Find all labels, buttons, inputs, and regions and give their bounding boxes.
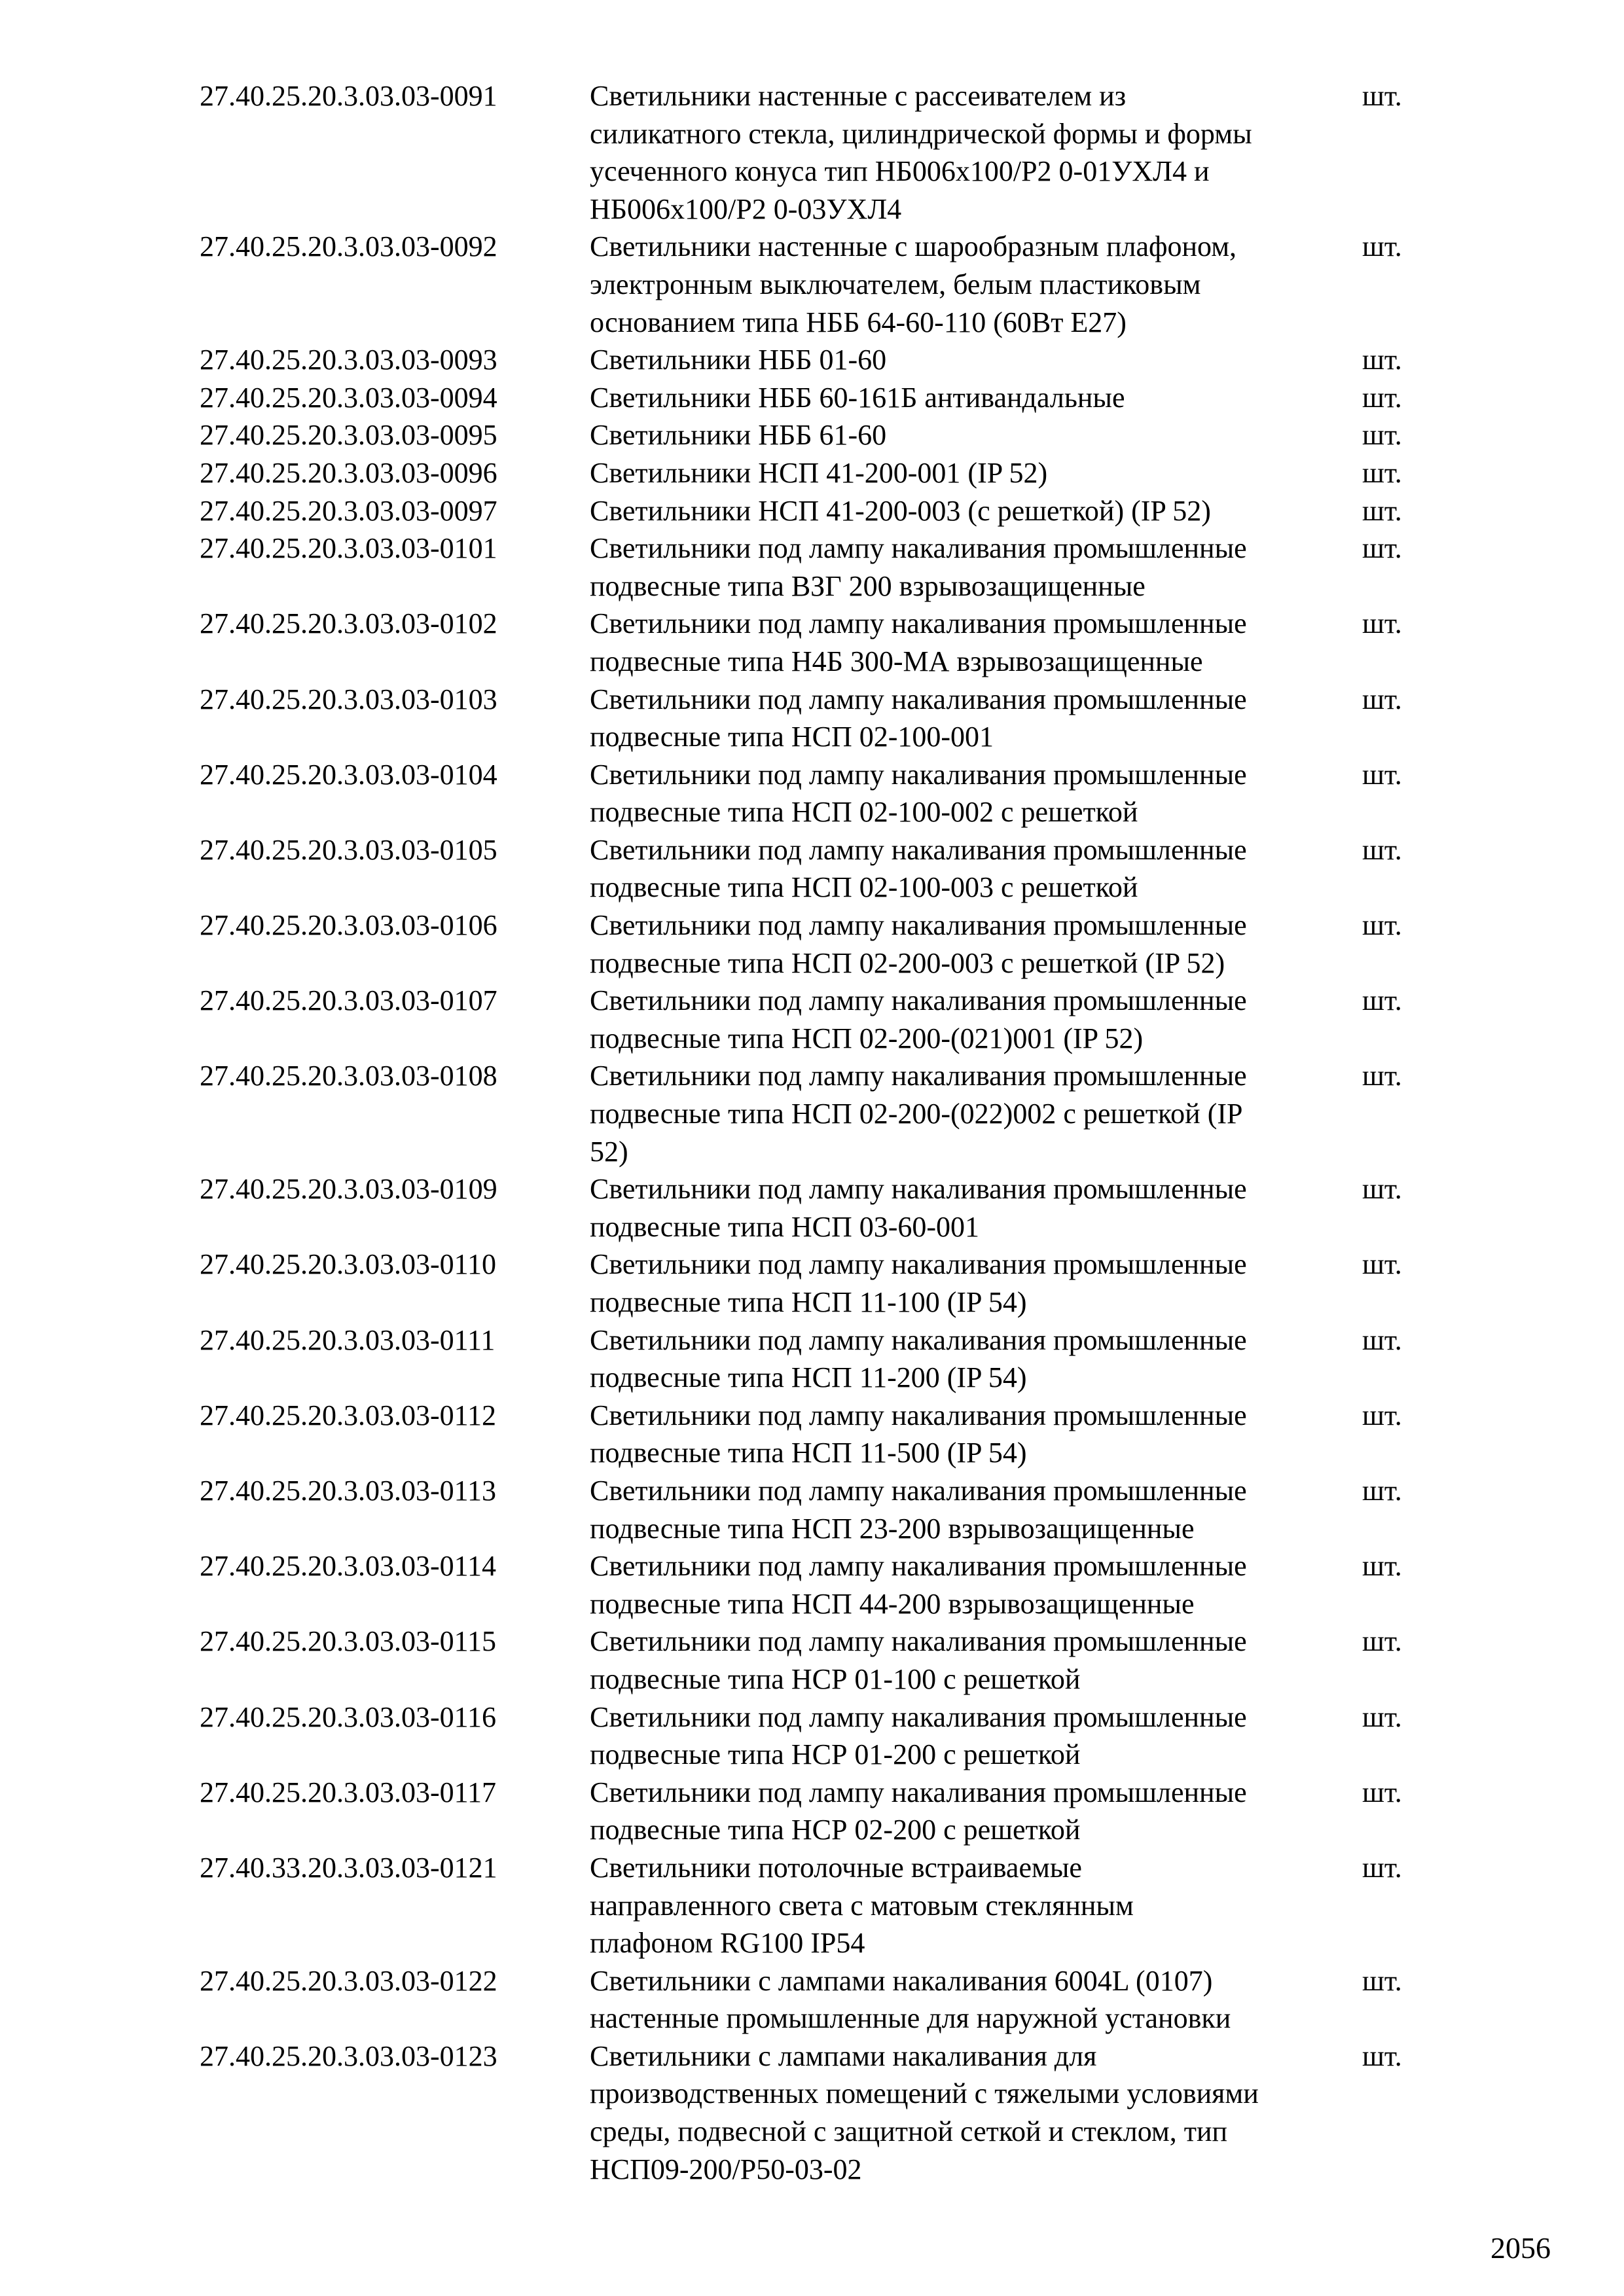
item-code: 27.40.25.20.3.03.03-0117 <box>200 1776 497 1808</box>
item-unit: шт. <box>1362 1399 1402 1431</box>
table-row <box>200 1472 1430 1547</box>
item-unit: шт. <box>1362 381 1402 414</box>
description-line: Светильники под лампу накаливания промышленные <box>590 1323 1247 1356</box>
item-description <box>590 906 1362 982</box>
table-row <box>200 906 1430 982</box>
description-line: Светильники под лампу накаливания промышленные <box>590 1625 1247 1658</box>
description-line: среды, подвесной с защитной сеткой и стеклом, тип <box>590 2115 1228 2148</box>
description-line: Светильники под лампу накаливания промышленные <box>590 1173 1247 1206</box>
page-number: 2056 <box>1490 2231 1551 2265</box>
description-line: Светильники настенные с рассеивателем из <box>590 80 1127 112</box>
item-description <box>590 1547 1362 1623</box>
item-description <box>590 1472 1362 1547</box>
item-code: 27.40.25.20.3.03.03-0097 <box>200 494 497 527</box>
description-line: Светильники под лампу накаливания промышленные <box>590 833 1247 866</box>
description-line: подвесные типа НСП 02-200-003 с решеткой (IP 52) <box>590 946 1225 979</box>
description-line: подвесные типа ВЗГ 200 взрывозащищенные <box>590 569 1146 602</box>
item-code: 27.40.25.20.3.03.03-0096 <box>200 456 497 489</box>
item-code: 27.40.25.20.3.03.03-0112 <box>200 1399 497 1431</box>
description-line: подвесные типа НСР 01-200 с решеткой <box>590 1738 1081 1771</box>
item-unit: шт. <box>1362 419 1402 452</box>
description-line: Светильники НСП 41-200-001 (IP 52) <box>590 456 1048 489</box>
item-description <box>590 529 1362 605</box>
item-code: 27.40.25.20.3.03.03-0110 <box>200 1248 497 1281</box>
item-unit: шт. <box>1362 80 1402 112</box>
item-code: 27.40.25.20.3.03.03-0104 <box>200 758 497 791</box>
description-line: Светильники под лампу накаливания промышленные <box>590 683 1247 715</box>
description-line: усеченного конуса тип НБ006х100/Р2 0-01УХЛ4 и <box>590 155 1210 188</box>
item-unit: шт. <box>1362 1323 1402 1356</box>
item-description <box>590 1321 1362 1397</box>
table-row <box>200 1774 1430 1849</box>
table-row <box>200 681 1430 756</box>
description-line: Светильники НББ 61-60 <box>590 419 887 452</box>
description-line: подвесные типа НСП 02-200-(022)002 с решеткой (IP <box>590 1098 1243 1130</box>
item-code: 27.40.25.20.3.03.03-0114 <box>200 1550 497 1583</box>
table-row <box>200 492 1430 530</box>
item-code: 27.40.25.20.3.03.03-0093 <box>200 344 497 376</box>
item-unit: шт. <box>1362 607 1402 640</box>
table-row <box>200 1246 1430 1321</box>
description-line: Светильники потолочные встраиваемые <box>590 1851 1082 1884</box>
item-code: 27.40.25.20.3.03.03-0116 <box>200 1700 497 1733</box>
item-unit: шт. <box>1362 909 1402 942</box>
description-line: НСП09-200/Р50-03-02 <box>590 2153 862 2185</box>
item-code: 27.40.25.20.3.03.03-0109 <box>200 1173 497 1206</box>
description-line: основанием типа НББ 64-60-110 (60Вт Е27) <box>590 306 1127 338</box>
description-line: направленного света с матовым стеклянным <box>590 1889 1134 1922</box>
description-line: электронным выключателем, белым пластиковым <box>590 268 1201 300</box>
item-unit: шт. <box>1362 758 1402 791</box>
table-row <box>200 341 1430 379</box>
table-row <box>200 77 1430 228</box>
description-line: подвесные типа НСП 02-100-002 с решеткой <box>590 796 1138 829</box>
item-unit: шт. <box>1362 833 1402 866</box>
description-line: подвесные типа НСП 11-200 (IP 54) <box>590 1361 1027 1394</box>
item-description <box>590 1057 1362 1170</box>
table-row <box>200 1321 1430 1397</box>
item-code: 27.40.33.20.3.03.03-0121 <box>200 1851 497 1884</box>
item-description <box>590 605 1362 680</box>
item-description <box>590 1698 1362 1774</box>
description-line: подвесные типа НСП 02-100-003 с решеткой <box>590 871 1138 904</box>
table-row <box>200 1623 1430 1698</box>
description-line: Светильники с лампами накаливания для <box>590 2039 1097 2072</box>
item-unit: шт. <box>1362 1700 1402 1733</box>
item-description <box>590 228 1362 341</box>
item-description <box>590 2037 1362 2188</box>
item-code: 27.40.25.20.3.03.03-0122 <box>200 1964 497 1997</box>
item-unit: шт. <box>1362 1173 1402 1206</box>
description-line: Светильники под лампу накаливания промышленные <box>590 1248 1247 1281</box>
item-description <box>590 1170 1362 1246</box>
description-line: Светильники под лампу накаливания промышленные <box>590 984 1247 1017</box>
description-line: подвесные типа НСП 02-100-001 <box>590 721 994 753</box>
description-line: подвесные типа НСР 01-100 с решеткой <box>590 1662 1081 1695</box>
item-unit: шт. <box>1362 456 1402 489</box>
item-description <box>590 1962 1362 2037</box>
item-code: 27.40.25.20.3.03.03-0091 <box>200 80 497 112</box>
description-line: Светильники под лампу накаливания промышленные <box>590 1700 1247 1733</box>
item-code: 27.40.25.20.3.03.03-0115 <box>200 1625 497 1658</box>
item-description <box>590 1623 1362 1698</box>
description-line: производственных помещений с тяжелыми условиями <box>590 2077 1259 2110</box>
item-unit: шт. <box>1362 532 1402 565</box>
item-code: 27.40.25.20.3.03.03-0103 <box>200 683 497 715</box>
item-code: 27.40.25.20.3.03.03-0095 <box>200 419 497 452</box>
item-description <box>590 77 1362 228</box>
item-code: 27.40.25.20.3.03.03-0123 <box>200 2039 497 2072</box>
item-code: 27.40.25.20.3.03.03-0108 <box>200 1060 497 1092</box>
price-list-table <box>200 77 1430 2188</box>
item-description <box>590 1774 1362 1849</box>
description-line: Светильники настенные с шарообразным плафоном, <box>590 230 1237 263</box>
item-description <box>590 756 1362 831</box>
table-row <box>200 2037 1430 2188</box>
description-line: Светильники под лампу накаливания промышленные <box>590 1474 1247 1507</box>
item-code: 27.40.25.20.3.03.03-0092 <box>200 230 497 263</box>
item-description <box>590 1397 1362 1472</box>
description-line: Светильники под лампу накаливания промышленные <box>590 1060 1247 1092</box>
item-description <box>590 681 1362 756</box>
description-line: Светильники под лампу накаливания промышленные <box>590 1550 1247 1583</box>
item-description <box>590 982 1362 1057</box>
description-line: подвесные типа Н4Б 300-МА взрывозащищенные <box>590 645 1203 677</box>
item-description <box>590 379 1362 417</box>
description-line: подвесные типа НСП 44-200 взрывозащищенные <box>590 1587 1195 1620</box>
item-unit: шт. <box>1362 494 1402 527</box>
table-row <box>200 1170 1430 1246</box>
table-row <box>200 228 1430 341</box>
item-description <box>590 492 1362 530</box>
item-unit: шт. <box>1362 1060 1402 1092</box>
description-line: подвесные типа НСП 11-100 (IP 54) <box>590 1286 1027 1318</box>
item-unit: шт. <box>1362 1851 1402 1884</box>
table-row <box>200 605 1430 680</box>
item-unit: шт. <box>1362 344 1402 376</box>
description-line: Светильники под лампу накаливания промышленные <box>590 532 1247 565</box>
description-line: силикатного стекла, цилиндрической формы и формы <box>590 117 1252 150</box>
item-code: 27.40.25.20.3.03.03-0105 <box>200 833 497 866</box>
table-row <box>200 379 1430 417</box>
description-line: Светильники под лампу накаливания промышленные <box>590 1399 1247 1431</box>
table-row <box>200 831 1430 906</box>
description-line: подвесные типа НСР 02-200 с решеткой <box>590 1814 1081 1846</box>
table-row <box>200 1397 1430 1472</box>
item-unit: шт. <box>1362 230 1402 263</box>
table-row <box>200 1057 1430 1170</box>
description-line: Светильники НББ 60-161Б антивандальные <box>590 381 1125 414</box>
description-line: подвесные типа НСП 03-60-001 <box>590 1210 980 1243</box>
item-code: 27.40.25.20.3.03.03-0107 <box>200 984 497 1017</box>
description-line: подвесные типа НСП 11-500 (IP 54) <box>590 1437 1027 1469</box>
table-row <box>200 756 1430 831</box>
description-line: Светильники НСП 41-200-003 (с решеткой) (IP 52) <box>590 494 1211 527</box>
item-unit: шт. <box>1362 1964 1402 1997</box>
item-unit: шт. <box>1362 984 1402 1017</box>
item-code: 27.40.25.20.3.03.03-0094 <box>200 381 497 414</box>
item-unit: шт. <box>1362 1248 1402 1281</box>
description-line: Светильники НББ 01-60 <box>590 344 887 376</box>
item-unit: шт. <box>1362 1776 1402 1808</box>
table-row <box>200 1962 1430 2037</box>
item-description <box>590 341 1362 379</box>
item-code: 27.40.25.20.3.03.03-0101 <box>200 532 497 565</box>
table-row <box>200 416 1430 454</box>
item-unit: шт. <box>1362 1474 1402 1507</box>
item-description <box>590 831 1362 906</box>
description-line: Светильники под лампу накаливания промышленные <box>590 758 1247 791</box>
description-line: Светильники под лампу накаливания промышленные <box>590 909 1247 942</box>
description-line: Светильники под лампу накаливания промышленные <box>590 1776 1247 1808</box>
item-description <box>590 416 1362 454</box>
item-unit: шт. <box>1362 1625 1402 1658</box>
description-line: плафоном RG100 IP54 <box>590 1927 865 1960</box>
table-row <box>200 1698 1430 1774</box>
item-unit: шт. <box>1362 683 1402 715</box>
item-code: 27.40.25.20.3.03.03-0111 <box>200 1323 496 1356</box>
description-line: НБ006х100/Р2 0-03УХЛ4 <box>590 192 902 225</box>
table-row <box>200 529 1430 605</box>
description-line: настенные промышленные для наружной установки <box>590 2002 1231 2035</box>
item-description <box>590 1246 1362 1321</box>
description-line: 52) <box>590 1135 628 1168</box>
description-line: подвесные типа НСП 02-200-(021)001 (IP 52) <box>590 1022 1144 1054</box>
item-code: 27.40.25.20.3.03.03-0113 <box>200 1474 497 1507</box>
item-description <box>590 1849 1362 1962</box>
description-line: Светильники под лампу накаливания промышленные <box>590 607 1247 640</box>
table-row <box>200 1849 1430 1962</box>
item-description <box>590 454 1362 492</box>
item-code: 27.40.25.20.3.03.03-0106 <box>200 909 497 942</box>
item-code: 27.40.25.20.3.03.03-0102 <box>200 607 497 640</box>
item-unit: шт. <box>1362 2039 1402 2072</box>
table-row <box>200 454 1430 492</box>
table-row <box>200 982 1430 1057</box>
description-line: подвесные типа НСП 23-200 взрывозащищенные <box>590 1512 1195 1545</box>
table-row <box>200 1547 1430 1623</box>
description-line: Светильники с лампами накаливания 6004L (0107) <box>590 1964 1213 1997</box>
item-unit: шт. <box>1362 1550 1402 1583</box>
